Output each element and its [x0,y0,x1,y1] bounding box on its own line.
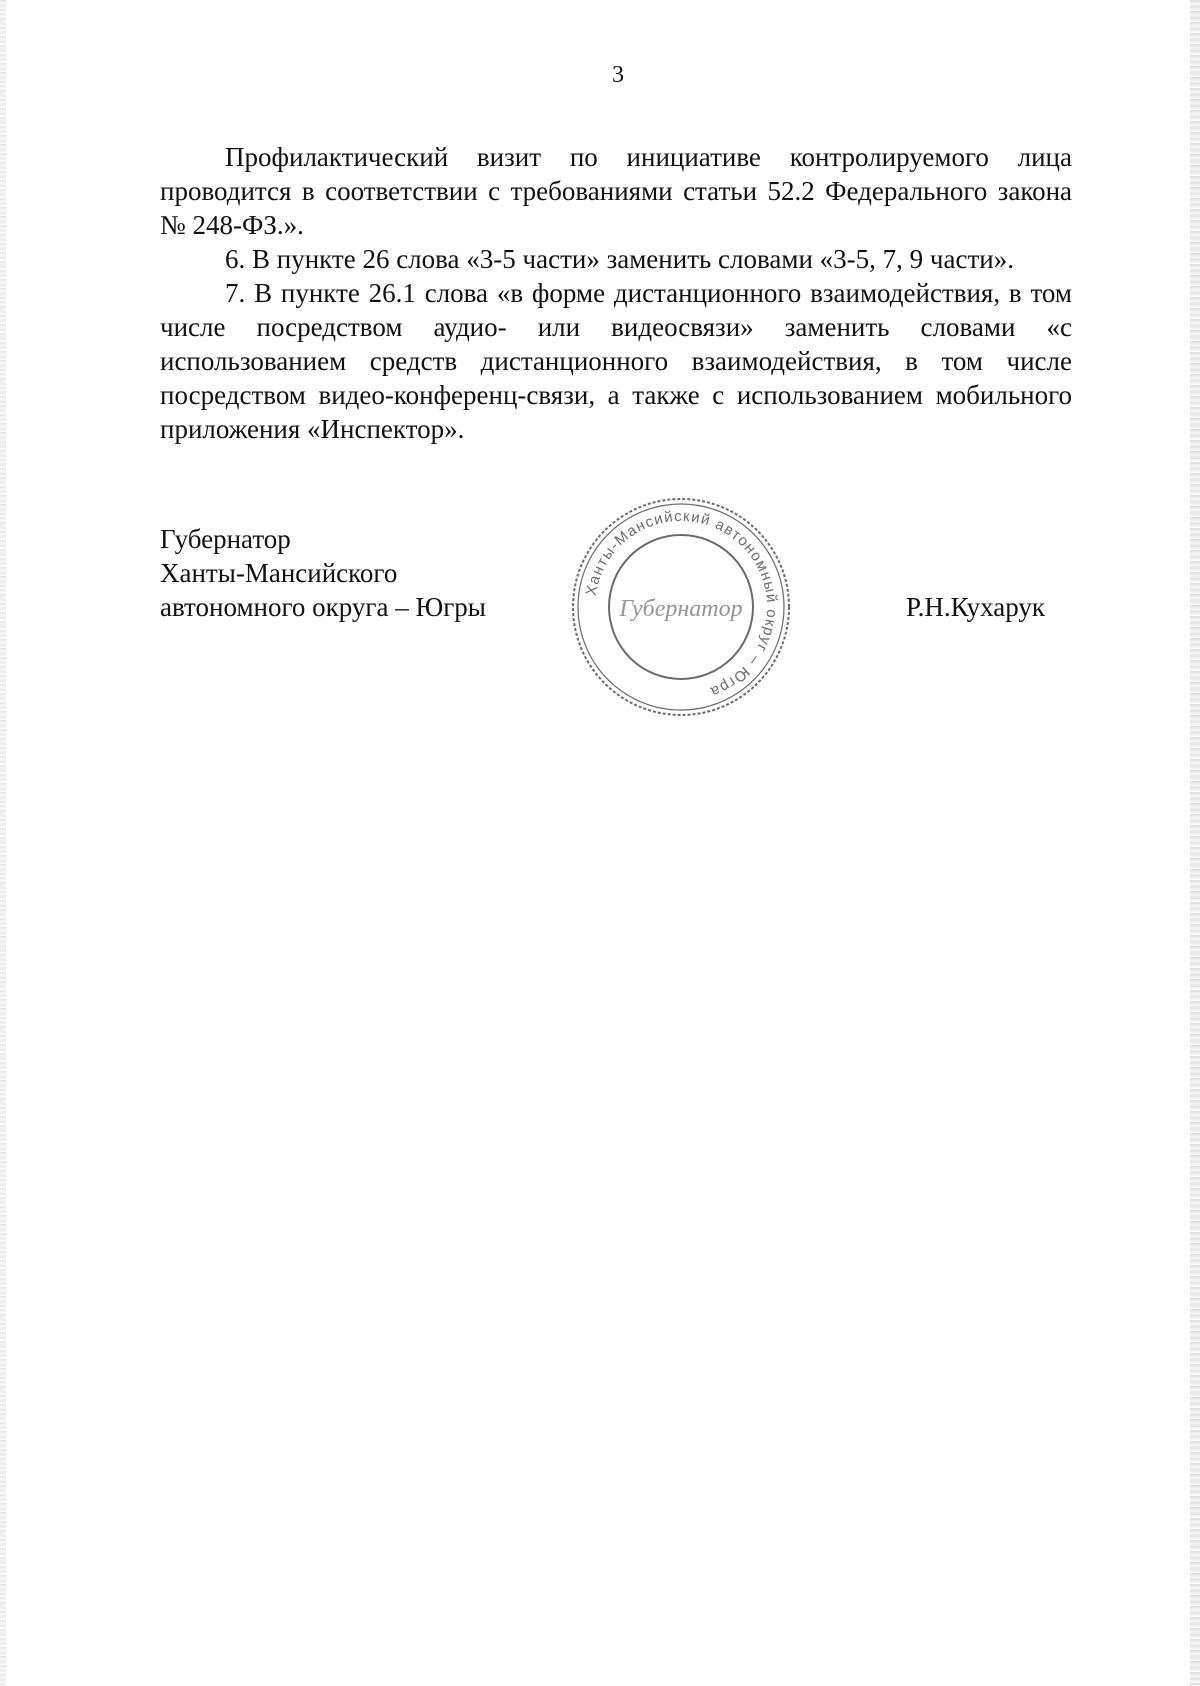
scan-edge-left [0,0,6,1686]
signer-name: Р.Н.Кухарук [906,592,1046,622]
paragraph-item-7: 7. В пункте 26.1 слова «в форме дистанционного взаимодействия, в том числе посредством аудио- или видеосвязи» заменить словами «с использованием средств дистанционного взаимодействия, в том числе посредством видео-конференц-связи, а также с использованием мобильного приложения «Инспектор». [160,278,1072,444]
seal-graphic [568,494,794,720]
signer-position [160,522,486,624]
official-seal-stamp [568,494,794,720]
document-body [160,140,1072,446]
paragraph-prophylactic-visit: Профилактический визит по инициативе контролируемого лица проводится в соответствии с требованиями статьи 52.2 Федерального закона № 248-ФЗ.». [160,142,1072,240]
signer-position-line: автономного округа – Югры [160,592,486,622]
page-number: 3 [612,62,624,88]
paragraph-item-6: 6. В пункте 26 слова «3-5 части» заменить словами «3-5, 7, 9 части». [225,244,1014,274]
signer-position-line: Ханты-Мансийского [160,558,398,588]
signature-block [0,507,1200,722]
signer-position-line: Губернатор [160,524,291,554]
seal-center-text: Губернатор [619,596,743,622]
scan-edge-right [1190,0,1200,1686]
seal-ring-text: Ханты-Мансийский автономный округ – Югра [582,507,781,701]
